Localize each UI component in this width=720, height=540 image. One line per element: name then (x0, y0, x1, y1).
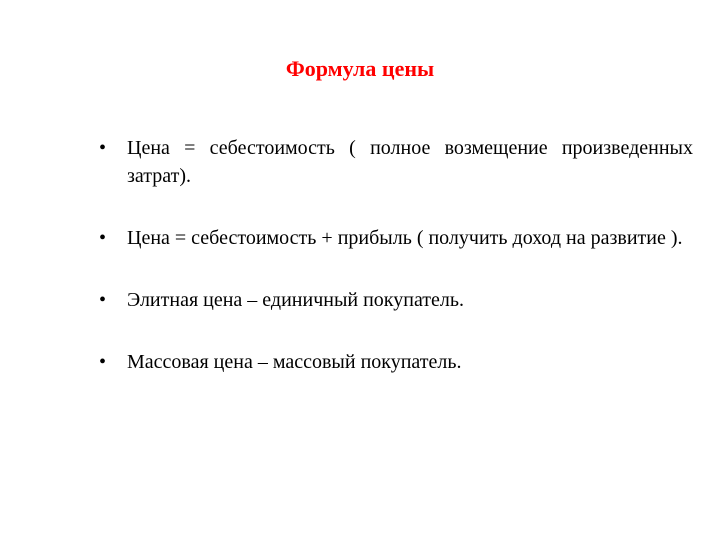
bullet-text: Массовая цена – массовый покупатель. (127, 351, 462, 373)
bullet-item-mass-price (99, 348, 693, 376)
bullet-icon: • (99, 289, 107, 311)
bullet-item-elite-price (99, 286, 693, 314)
bullet-icon: • (99, 137, 107, 159)
bullet-icon: • (99, 227, 107, 249)
bullet-icon: • (99, 351, 107, 373)
bullet-text: Цена = себестоимость + прибыль ( получить доход на развитие ). (127, 227, 683, 249)
bullet-item-cost-plus-profit (99, 224, 693, 252)
bullet-text: Цена = себестоимость ( полное возмещение произведенных затрат). (127, 137, 693, 187)
slide-title: Формула цены (285, 56, 435, 81)
bullet-text: Элитная цена – единичный покупатель. (127, 289, 465, 311)
bullet-list (99, 134, 693, 376)
bullet-item-cost-price (99, 134, 693, 190)
